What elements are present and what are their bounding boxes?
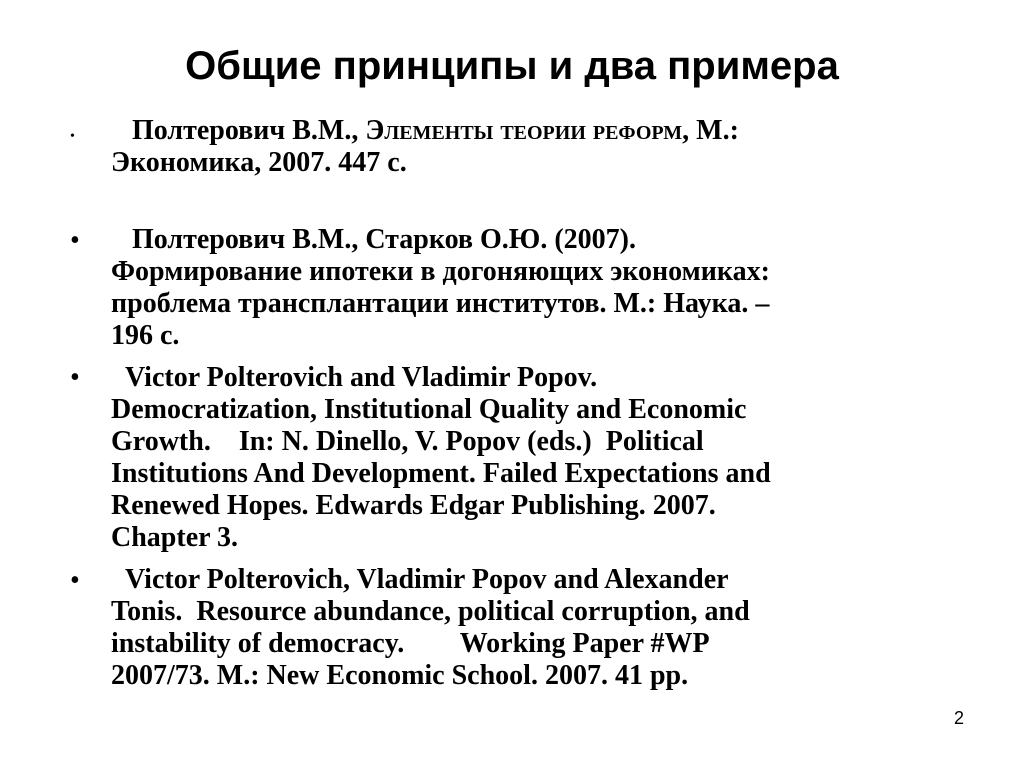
bullet-marker: • — [70, 129, 75, 144]
reference-line: проблема трансплантации институтов. М.: Наука. – — [111, 288, 770, 319]
reference-line: Tonis. Resource abundance, political corruption, and — [111, 596, 750, 627]
reference-line: Growth. In: N. Dinello, V. Popov (eds.) Political — [111, 426, 704, 457]
reference-line: Chapter 3. — [111, 522, 239, 553]
page-number: 2 — [953, 708, 964, 728]
reference-line: 196 с. — [111, 320, 180, 351]
reference-text: , М.: — [682, 115, 739, 146]
reference-item-2 — [111, 224, 961, 352]
reference-line: Democratization, Institutional Quality and Economic — [111, 394, 747, 425]
reference-line: Victor Polterovich and Vladimir Popov. — [111, 362, 598, 393]
reference-line: Institutions And Development. Failed Expectations and — [111, 458, 771, 489]
reference-text: Полтерович В.М., — [111, 115, 366, 146]
reference-text: Экономика, 2007. 447 с. — [111, 147, 407, 178]
bullet-marker: • — [70, 362, 80, 393]
slide-title: Общие принципы и два примера — [185, 44, 839, 88]
bullet-marker: • — [70, 225, 80, 256]
reference-line: Victor Polterovich, Vladimir Popov and Alexander — [111, 564, 729, 595]
reference-line: Renewed Hopes. Edwards Edgar Publishing. 2007. — [111, 490, 716, 521]
reference-line: Формирование ипотеки в догоняющих экономиках: — [111, 256, 770, 287]
reference-item-1 — [111, 115, 961, 179]
reference-line: instability of democracy. Working Paper #WP — [111, 628, 710, 659]
reference-line: 2007/73. M.: New Economic School. 2007. 41 pp. — [111, 660, 689, 691]
reference-line: Полтерович В.М., Старков О.Ю. (2007). — [111, 224, 636, 255]
reference-item-4 — [111, 564, 961, 692]
book-title: Элементы теории реформ — [365, 115, 683, 146]
bullet-marker: • — [70, 565, 80, 596]
reference-item-3 — [111, 362, 961, 554]
